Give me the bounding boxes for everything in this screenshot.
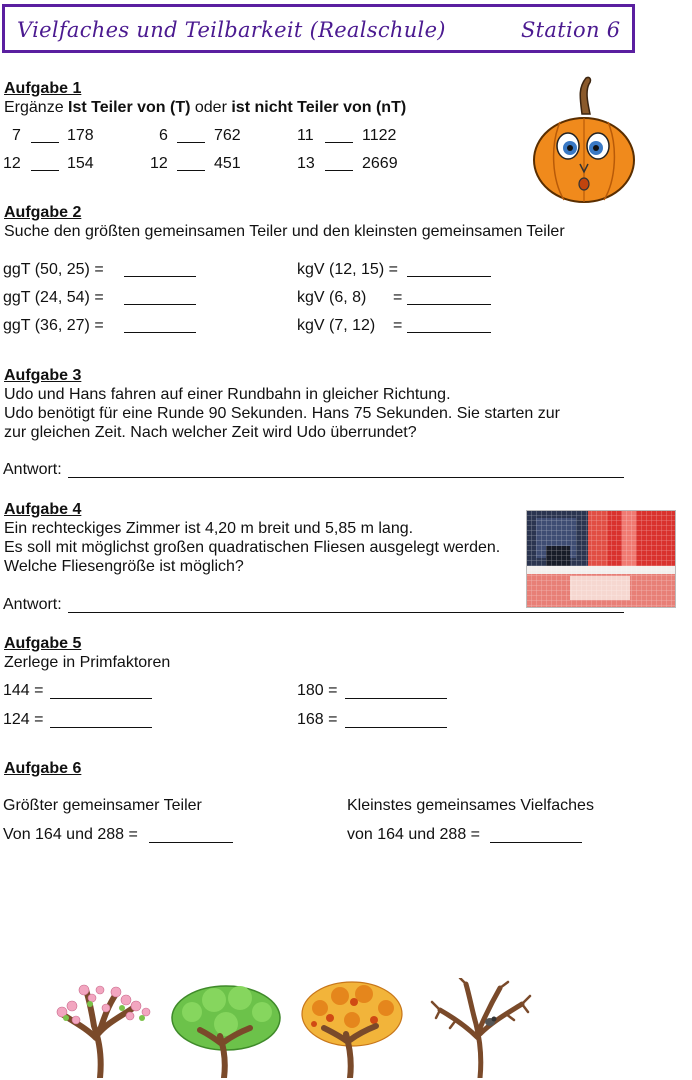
task2-instruction: Suche den größten gemeinsamen Teiler und den kleinsten gemeinsamen Teiler	[4, 223, 565, 240]
task4-heading: Aufgabe 4	[4, 501, 82, 518]
task4-line-3: Welche Fliesengröße ist möglich?	[4, 558, 244, 575]
task1-r2-b-right: 451	[214, 155, 241, 172]
mosaic-tiles-image	[526, 510, 676, 608]
ggt-2-label: ggT (24, 54) =	[3, 289, 104, 306]
task3-line-1: Udo und Hans fahren auf einer Rundbahn in gleicher Richtung.	[4, 386, 451, 403]
task1-r2-a-right: 154	[67, 155, 94, 172]
ggt-1-label: ggT (50, 25) =	[3, 261, 104, 278]
kgv-3-equals: =	[393, 317, 403, 334]
prime-124-blank[interactable]	[50, 727, 152, 728]
task3-heading: Aufgabe 3	[4, 367, 82, 384]
pumpkin-illustration	[530, 76, 638, 204]
task3-answer-line[interactable]	[68, 477, 624, 478]
task1-heading: Aufgabe 1	[4, 80, 82, 97]
task1-r1-c-left: 11	[297, 127, 314, 144]
kgv-2-equals: =	[393, 289, 403, 306]
task6-heading: Aufgabe 6	[4, 760, 82, 777]
task4-answer-label: Antwort:	[3, 596, 62, 613]
task1-r2-c-left: 13	[297, 155, 315, 172]
task3-answer-label: Antwort:	[3, 461, 62, 478]
task6-left-title: Größter gemeinsamer Teiler	[3, 797, 202, 814]
task4-line-2: Es soll mit möglichst großen quadratischen Fliesen ausgelegt werden.	[4, 539, 501, 556]
task1-r2-a-blank[interactable]	[31, 170, 59, 171]
ggt-3-blank[interactable]	[124, 332, 196, 333]
task1-instruction: Ergänze Ist Teiler von (T) oder ist nicht Teiler von (nT)	[4, 99, 407, 116]
task6-right-question: von 164 und 288 =	[347, 826, 481, 843]
kgv-3-blank[interactable]	[407, 332, 491, 333]
task4-answer-line[interactable]	[68, 612, 624, 613]
task3-line-2: Udo benötigt für eine Runde 90 Sekunden. Hans 75 Sekunden. Sie starten zur	[4, 405, 560, 422]
task5-heading: Aufgabe 5	[4, 635, 82, 652]
task4-line-1: Ein rechteckiges Zimmer ist 4,20 m breit und 5,85 m lang.	[4, 520, 414, 537]
ggt-2-blank[interactable]	[124, 304, 196, 305]
task2-heading: Aufgabe 2	[4, 204, 82, 221]
kgv-1-label: kgV (12, 15) =	[297, 261, 398, 278]
task1-r2-c-right: 2669	[362, 155, 398, 172]
prime-168-label: 168 =	[297, 711, 338, 728]
prime-168-blank[interactable]	[345, 727, 447, 728]
task1-r1-c-right: 1122	[362, 127, 397, 144]
task1-r2-b-blank[interactable]	[177, 170, 205, 171]
task1-r2-b-left: 12	[150, 155, 168, 172]
page-title: Vielfaches und Teilbarkeit (Realschule)	[17, 18, 446, 42]
station-label: Station 6	[521, 18, 621, 42]
summer-tree-illustration	[170, 978, 284, 1078]
prime-180-blank[interactable]	[345, 698, 447, 699]
ggt-3-label: ggT (36, 27) =	[3, 317, 104, 334]
task1-r1-b-right: 762	[214, 127, 241, 144]
task6-right-blank[interactable]	[490, 842, 582, 843]
task1-r1-b-left: 6	[159, 127, 168, 144]
kgv-3-label: kgV (7, 12)	[297, 317, 376, 334]
task6-right-title: Kleinstes gemeinsames Vielfaches	[347, 797, 594, 814]
prime-124-label: 124 =	[3, 711, 44, 728]
ggt-1-blank[interactable]	[124, 276, 196, 277]
kgv-2-blank[interactable]	[407, 304, 491, 305]
task6-left-blank[interactable]	[149, 842, 233, 843]
autumn-tree-illustration	[300, 978, 406, 1078]
task5-instruction: Zerlege in Primfaktoren	[4, 654, 171, 671]
prime-144-blank[interactable]	[50, 698, 152, 699]
kgv-2-label: kgV (6, 8)	[297, 289, 367, 306]
task1-r2-c-blank[interactable]	[325, 170, 353, 171]
kgv-1-blank[interactable]	[407, 276, 491, 277]
prime-144-label: 144 =	[3, 682, 44, 699]
task1-r1-b-blank[interactable]	[177, 142, 205, 143]
task1-r1-a-blank[interactable]	[31, 142, 59, 143]
winter-tree-illustration	[426, 978, 536, 1078]
task3-line-3: zur gleichen Zeit. Nach welcher Zeit wird Udo überrundet?	[4, 424, 417, 441]
task1-r2-a-left: 12	[3, 155, 21, 172]
task1-r1-a-right: 178	[67, 127, 94, 144]
page-header	[2, 4, 635, 53]
prime-180-label: 180 =	[297, 682, 338, 699]
task1-r1-c-blank[interactable]	[325, 142, 353, 143]
task6-left-question: Von 164 und 288 =	[3, 826, 138, 843]
task1-r1-a-left: 7	[12, 127, 21, 144]
spring-tree-illustration	[46, 978, 162, 1078]
